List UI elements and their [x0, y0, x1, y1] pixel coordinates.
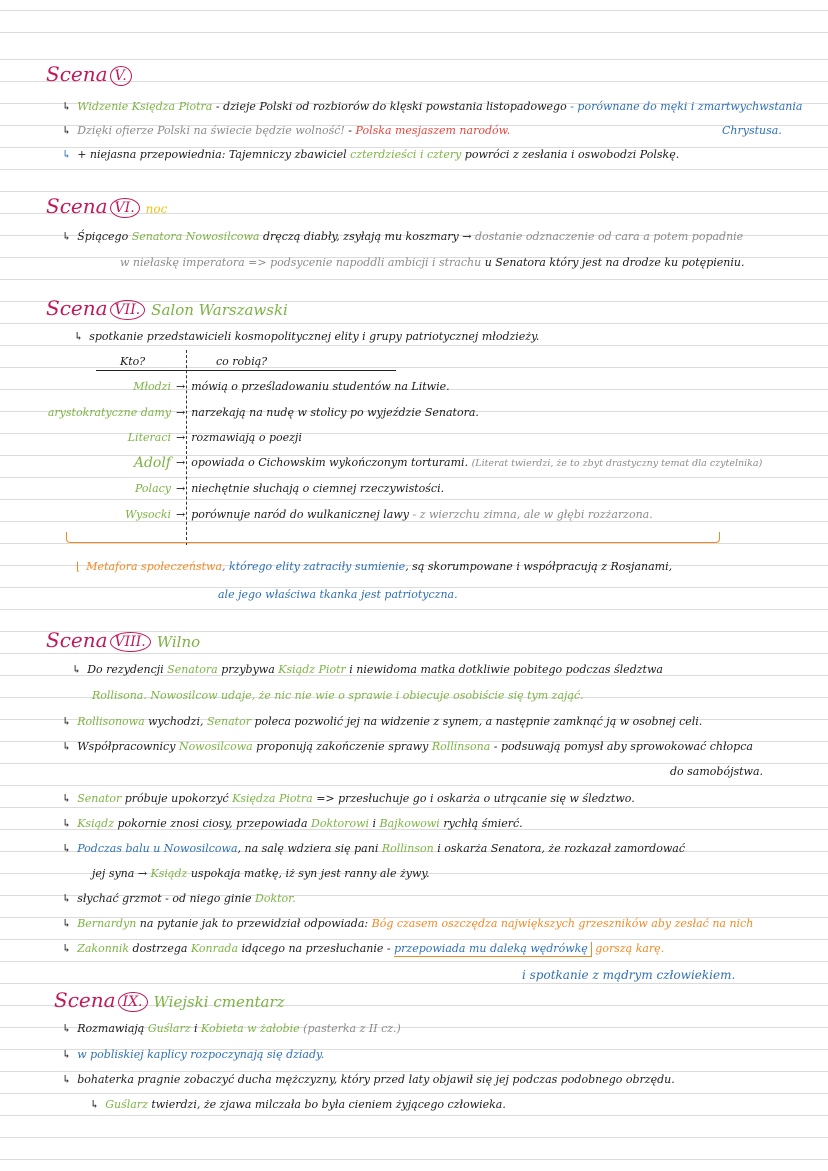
- t5: - podsuwają pomysł aby sprowokować chłopca: [490, 740, 753, 753]
- row-what-text: opowiada o Cichowskim wykończonym torturami.: [191, 456, 469, 469]
- t2: Doktor.: [255, 892, 296, 905]
- row-note: - z wierzchu zimna, ale w głębi rozżarzona.: [409, 508, 653, 521]
- scene-8-heading: [46, 628, 200, 654]
- comparison-text: - porównane do męki i zmartwychwstania: [566, 100, 803, 113]
- row-who: Literaci: [127, 431, 171, 444]
- t5: Bajkowowi: [379, 817, 440, 830]
- award-text: dostanie odznaczenie od cara a potem popadnie: [474, 230, 744, 243]
- row-note: (Literat twierdzi, że to zbyt drastyczny temat dla czytelnika): [471, 458, 763, 469]
- summary-bracket: [66, 532, 720, 543]
- t6: (pasterka z II cz.): [303, 1022, 401, 1035]
- t5: i niewidoma matka dotkliwie pobitego podczas śledztwa: [345, 663, 663, 676]
- scene-8-line-3: ↳ Rollisonowa wychodzi, Senator poleca pozwolić jej na widzenie z synem, a następnie zamknąć ją w osobnej celi.: [62, 715, 703, 728]
- forty-four-text: czterdzieści i cztery: [350, 148, 462, 161]
- scene-5-line-1: ↳ Widzenie Księdza Piotra - dzieje Polski od rozbiorów do klęski powstania listopadowego - porównane do męki i zmartwychwstania: [62, 100, 803, 113]
- dash-text: -: [344, 124, 356, 137]
- t3: przybywa: [217, 663, 279, 676]
- t2: wychodzi,: [144, 715, 207, 728]
- scene-8-line-2: Rollisona. Nowosilcow udaje, że nic nie wie o sprawie i obiecuje osobiście się tym zająć.: [92, 689, 584, 702]
- t3: Doktorowi: [311, 817, 369, 830]
- t3: Senator: [206, 715, 251, 728]
- t3: proponują zakończenie sprawy: [252, 740, 432, 753]
- sleeping-text: Śpiącego: [77, 230, 132, 243]
- row-what: → porównuje naród do wulkanicznej lawy - z wierzchu zimna, ale w głębi rozżarzona.: [176, 508, 653, 521]
- t5: w żałobie: [243, 1022, 304, 1035]
- scene-6-title: Scena: [46, 194, 108, 218]
- col-header-who: Kto?: [120, 355, 146, 368]
- t6: rychłą śmierć.: [439, 817, 523, 830]
- scene-5-number: V.: [110, 66, 132, 86]
- scene-5-heading: [46, 62, 132, 86]
- scene-9-line-3: ↳ bohaterka pragnie zobaczyć ducha mężczyzny, który przed laty objawił się jej podczas podobnego obrzędu.: [62, 1073, 675, 1086]
- metafora-line-1: ⌊ Metafora społeczeństwa, którego elity zatraciły sumienie, są skorumpowane i współpracują z Rosjanami,: [76, 560, 673, 573]
- t4: Kobieta: [201, 1022, 244, 1035]
- scene-7-title: Scena: [46, 296, 108, 320]
- row-what-text: narzekają na nudę w stolicy po wyjeździe Senatora.: [191, 406, 479, 419]
- t3: Księdza Piotra: [232, 792, 313, 805]
- history-text: - dzieje Polski od rozbiorów do klęski powstania listopadowego: [212, 100, 567, 113]
- scene-5-line-3: ↳ + niejasna przepowiednia: Tajemniczy zbawiciel czterdzieści i cztery powróci z zesłania i oswobodzi Polskę.: [62, 148, 680, 161]
- row-who: Adolf: [133, 455, 171, 471]
- scene-8-line-1: ↳ Do rezydencji Senatora przybywa Ksiądz Piotr i niewidoma matka dotkliwie pobitego podczas śledztwa: [72, 663, 663, 676]
- metafora-line-2: ale jego właściwa tkanka jest patriotyczna.: [218, 588, 458, 601]
- t1: jej syna →: [92, 867, 151, 880]
- t4: Rollinson: [381, 842, 434, 855]
- disgrace-text: w niełaskę imperatora => podsycenie napoddli ambicji i strachu: [120, 256, 482, 269]
- scene-7-heading: [46, 296, 288, 322]
- scene-8-line-5: ↳ Senator próbuje upokorzyć Księdza Piotra => przesłuchuje go i oskarża o utrącanie się w śledztwo.: [62, 792, 635, 805]
- table-header-rule: [96, 370, 396, 371]
- scene-8-line-7: ↳ Podczas balu u Nowosilcowa, na salę wdziera się pani Rollinson i oskarża Senatora, że rozkazał zamordować: [62, 842, 685, 855]
- t1: Guślarz: [105, 1098, 148, 1111]
- t4: idącego na przesłuchanie -: [238, 942, 395, 955]
- scene-9-line-2: ↳ w pobliskiej kaplicy rozpoczynają się dziady.: [62, 1048, 325, 1061]
- t1: Współpracownicy: [77, 740, 179, 753]
- t2: Guślarz: [147, 1022, 191, 1035]
- scene-9-line-1: ↳ Rozmawiają Guślarz i Kobieta w żałobie (pasterka z II cz.): [62, 1022, 401, 1035]
- scene-7-intro: ↳ spotkanie przedstawicieli kosmopolitycznej elity i grupy patriotycznej młodzieży.: [74, 330, 540, 343]
- devils-text: dręczą diabły, zsyłają mu koszmary →: [259, 230, 475, 243]
- t3: , na salę wdziera się pani: [237, 842, 382, 855]
- corrupt-text: , są skorumpowane i współpracują z Rosjanami,: [405, 560, 673, 573]
- t1: Do rezydencji: [87, 663, 168, 676]
- scene-9-heading: [54, 988, 285, 1014]
- scene-5-christ: Chrystusa.: [722, 124, 782, 137]
- scene-6-line-2: [120, 256, 744, 270]
- t1: Podczas balu u: [77, 842, 164, 855]
- vision-title: Widzenie Księdza Piotra: [77, 100, 213, 113]
- scene-8-line-10: ↳ Bernardyn na pytanie jak to przewidział odpowiada: Bóg czasem oszczędza największych grzeszników aby zesłać na nich: [62, 917, 754, 930]
- t3: uspokaja matkę, iż syn jest ranny ale żywy.: [187, 867, 430, 880]
- t2: Senatora: [167, 663, 218, 676]
- scene-5-title: Scena: [46, 62, 108, 86]
- scene-8-line-6: ↳ Ksiądz pokornie znosi ciosy, przepowiada Doktorowi i Bajkowowi rychłą śmierć.: [62, 817, 523, 830]
- t1: Rollisonowa: [77, 715, 145, 728]
- t1: Senator: [77, 792, 122, 805]
- scene-7-number: VII.: [110, 300, 146, 320]
- liberation-text: powróci z zesłania i oswobodzi Polskę.: [461, 148, 680, 161]
- t4: => przesłuchuje go i oskarża o utrącanie się w śledztwo.: [312, 792, 635, 805]
- scene-6-line-1: ↳ Śpiącego Senatora Nowosilcowa dręczą diabły, zsyłają mu koszmary → dostanie odznaczenie od cara a potem popadnie: [62, 230, 744, 243]
- col-header-what: co robią?: [216, 355, 268, 368]
- row-who: Wysocki: [125, 508, 171, 521]
- t4: Rollinsona: [431, 740, 491, 753]
- scene-8-subtitle: Wilno: [156, 633, 201, 651]
- scene-9-number: IX.: [118, 992, 148, 1012]
- scene-7-subtitle: Salon Warszawski: [151, 301, 288, 319]
- messiah-text: Polska mesjaszem narodów.: [355, 124, 511, 137]
- t3: Bóg czasem oszczędza największych grzeszników aby zesłać na nich: [371, 917, 754, 930]
- row-what-text: porównuje naród do wulkanicznej lawy: [191, 508, 409, 521]
- t3: i: [190, 1022, 202, 1035]
- scene-8-line-11: ↳ Zakonnik dostrzega Konrada idącego na przesłuchanie - przepowiada mu daleką wędrówkę gorszą karę.: [62, 942, 665, 955]
- scene-8-line-9: ↳ słychać grzmot - od niego ginie Doktor.: [62, 892, 296, 905]
- t4: i: [369, 817, 380, 830]
- scene-9-title: Scena: [54, 988, 116, 1012]
- scene-9-line-4: ↳ Guślarz twierdzi, że zjawa milczała bo była cieniem żyjącego człowieka.: [90, 1098, 506, 1111]
- t1: bohaterka pragnie zobaczyć ducha mężczyzny, który przed laty objawił się jej podczas podobnego obrzędu.: [77, 1073, 675, 1086]
- prophecy-text: + niejasna przepowiednia: Tajemniczy zbawiciel: [77, 148, 351, 161]
- scene-9-subtitle: Wiejski cmentarz: [153, 993, 285, 1011]
- t4: poleca pozwolić jej na widzenie z synem, a następnie zamknąć ją w osobnej celi.: [250, 715, 703, 728]
- t1: Bernardyn: [77, 917, 137, 930]
- row-who: Młodzi: [133, 380, 171, 393]
- row-what-text: niechętnie słuchają o ciemnej rzeczywistości.: [191, 482, 445, 495]
- row-who: arystokratyczne damy: [47, 406, 171, 419]
- t5: i oskarża Senatora, że rozkazał zamordować: [433, 842, 685, 855]
- metafora-label: Metafora społeczeństwa: [86, 560, 223, 573]
- row-what: → rozmawiają o poezji: [176, 431, 302, 444]
- t2: na pytanie jak to przewidział odpowiada:: [136, 917, 372, 930]
- t2: Ksiądz: [150, 867, 188, 880]
- scene-6-heading: [46, 194, 167, 221]
- scene-8-number: VIII.: [110, 632, 151, 652]
- row-what: → niechętnie słuchają o ciemnej rzeczywistości.: [176, 482, 445, 495]
- t5: przepowiada mu daleką wędrówkę: [394, 942, 592, 957]
- scene-8-line-8: [92, 867, 430, 881]
- scene-8-line-12: i spotkanie z mądrym człowiekiem.: [522, 968, 736, 982]
- scene-8-line-4b: do samobójstwa.: [670, 765, 764, 778]
- row-what: → mówią o prześladowaniu studentów na Litwie.: [176, 380, 450, 393]
- scene-8-line-4: ↳ Współpracownicy Nowosilcowa proponują zakończenie sprawy Rollinsona - podsuwają pomysł aby sprowokować chłopca: [62, 740, 753, 753]
- damnation-text: u Senatora który jest na drodze ku potępieniu.: [481, 256, 745, 269]
- scene-5-line-2: ↳ Dzięki ofierze Polski na świecie będzie wolność! - Polska mesjaszem narodów.: [62, 124, 511, 137]
- t2: Nowosilcowa: [163, 842, 238, 855]
- sacrifice-text: Dzięki ofierze Polski na świecie będzie wolność!: [77, 124, 345, 137]
- t3: Konrada: [190, 942, 238, 955]
- t6: gorszą karę.: [595, 942, 665, 955]
- senator-name: Senatora Nowosilcowa: [131, 230, 260, 243]
- row-what: → opowiada o Cichowskim wykończonym torturami. (Literat twierdzi, że to zbyt drastyczny temat dla czytelnika): [176, 456, 763, 469]
- t1: w pobliskiej kaplicy rozpoczynają się dziady.: [77, 1048, 325, 1061]
- t1: słychać grzmot - od niego ginie: [77, 892, 255, 905]
- row-who: Polacy: [134, 482, 171, 495]
- row-what-text: rozmawiają o poezji: [191, 431, 302, 444]
- scene-6-number: VI.: [110, 198, 140, 218]
- t1: Rozmawiają: [77, 1022, 148, 1035]
- t2: próbuje upokorzyć: [121, 792, 233, 805]
- scene-8-title: Scena: [46, 628, 108, 652]
- t2: pokornie znosi ciosy, przepowiada: [114, 817, 312, 830]
- t2: dostrzega: [129, 942, 191, 955]
- t1: Zakonnik: [77, 942, 130, 955]
- scene-6-subtitle: noc: [145, 202, 168, 216]
- meeting-text: spotkanie przedstawicieli kosmopolitycznej elity i grupy patriotycznej młodzieży.: [89, 330, 540, 343]
- elite-text: , którego elity zatraciły sumienie: [222, 560, 406, 573]
- row-what: → narzekają na nudę w stolicy po wyjeździe Senatora.: [176, 406, 479, 419]
- t4: Ksiądz Piotr: [278, 663, 346, 676]
- t2: twierdzi, że zjawa milczała bo była cieniem żyjącego człowieka.: [147, 1098, 506, 1111]
- t2: Nowosilcowa: [178, 740, 253, 753]
- row-what-text: mówią o prześladowaniu studentów na Litwie.: [191, 380, 450, 393]
- t1: Ksiądz: [77, 817, 114, 830]
